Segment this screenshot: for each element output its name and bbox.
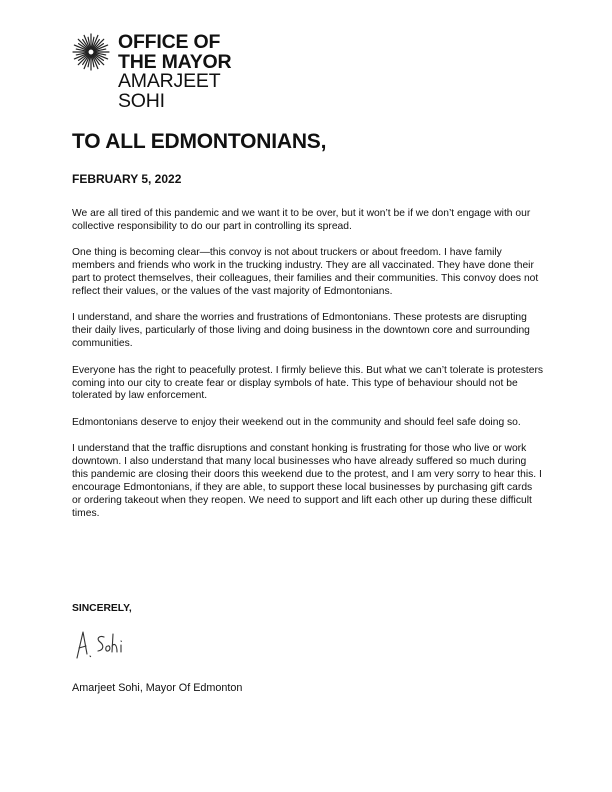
signer-name: Amarjeet Sohi, Mayor Of Edmonton <box>72 682 243 694</box>
logo-line-1: OFFICE OF <box>118 31 221 53</box>
body-paragraph: One thing is becoming clear—this convoy is not about truckers or about freedom. I have family members and friends who work in the trucking industry. They are all vaccinated. They have done their part to protect themselves, their colleagues, their families and their communities. This convoy does not reflect their values, or the values of the vast majority of Edmontonians. <box>72 247 539 298</box>
handwritten-signature <box>72 628 132 662</box>
logo-line-2: THE MAYOR <box>118 50 232 73</box>
office-logo <box>72 33 231 111</box>
signature-image <box>72 628 132 667</box>
letter-closing: SINCERELY, <box>72 603 132 614</box>
body-paragraph: Edmontonians deserve to enjoy their weekend out in the community and should feel safe doing so. <box>72 416 521 428</box>
logo-text <box>118 33 231 111</box>
body-paragraph: Everyone has the right to peacefully protest. I firmly believe this. But what we can’t tolerate is protesters coming into our city to create fear or display symbols of hate. This type of behaviour should not be tolerated by law enforcement. <box>72 364 544 402</box>
body-paragraph: We are all tired of this pandemic and we want it to be over, but it won’t be if we don’t engage with our collective responsibility to do our part in controlling its spread. <box>72 208 531 232</box>
letter-date: FEBRUARY 5, 2022 <box>72 172 182 186</box>
logo-line-3: AMARJEET <box>118 70 221 92</box>
logo-line-4: SOHI <box>118 89 165 112</box>
starburst-icon <box>72 33 110 71</box>
letter-body <box>72 208 544 534</box>
body-paragraph: I understand, and share the worries and frustrations of Edmontonians. These protests are disrupting their daily lives, particularly of those living and doing business in the downtown core and surrounding communities. <box>72 312 530 350</box>
letter-salutation: TO ALL EDMONTONIANS, <box>72 130 327 153</box>
body-paragraph: I understand that the traffic disruptions and constant honking is frustrating for those who live or work downtown. I also understand that many local businesses who have already suffered so much during this pandemic are closing their doors this weekend due to the protest, and I am very sorry to hear this. I encourage Edmontonians, if they are able, to support these local businesses by purchasing gift cards or ordering takeout when they reopen. We need to support and lift each other up during these difficult times. <box>72 443 542 519</box>
